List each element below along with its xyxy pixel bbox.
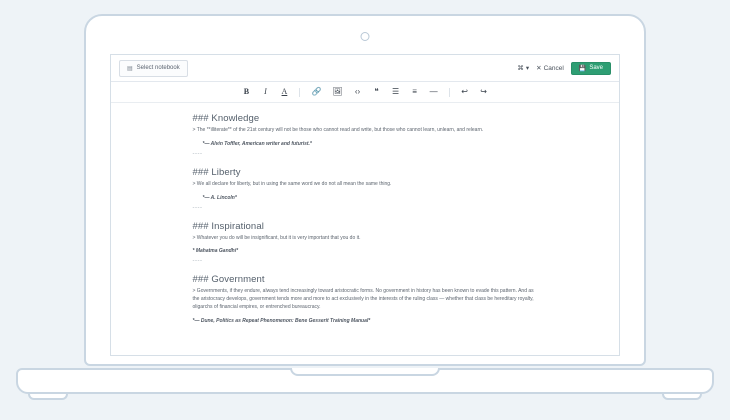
- save-icon: 💾: [578, 65, 587, 72]
- blockquote-text: > Governments, if they endure, always tend increasingly toward aristocratic forms. No government in history has been known to evade this pattern. And as the aristocracy develops, government tends more and more to act exclusively in the interests of the ruling class — whether that class be hereditary royalty, oligarchs of financial empires, or entrenched bureaucracy.: [192, 288, 534, 310]
- horizontal-rule: ----: [192, 150, 203, 157]
- laptop-screen: [110, 54, 620, 356]
- laptop-foot-right: [662, 394, 702, 400]
- blockquote-text: > We all declare for liberty, but in using the same word we do not all mean the same thing.: [192, 180, 392, 187]
- toolbar-divider: [299, 88, 300, 97]
- attribution-text: *— Dune, Politics as Repeat Phenomenon: Bene Gesserit Training Manual*: [192, 317, 371, 324]
- underline-button[interactable]: A: [281, 87, 288, 96]
- close-icon: ✕: [536, 65, 542, 72]
- blockquote-text: > The **illiterate** of the 21st century will not be those who cannot read and write, but those who cannot learn, unlearn, and relearn.: [192, 127, 484, 133]
- save-button[interactable]: [571, 62, 611, 75]
- numbered-list-icon[interactable]: ≡: [412, 87, 417, 96]
- italic-button[interactable]: I: [264, 87, 267, 96]
- laptop-base: [16, 368, 714, 394]
- notebook-selector[interactable]: [119, 60, 188, 77]
- cancel-button[interactable]: [536, 64, 564, 72]
- horizontal-rule: ----: [192, 204, 203, 211]
- trackpad-notch: [290, 368, 440, 376]
- webcam-icon: [361, 32, 370, 41]
- code-icon[interactable]: ‹›: [354, 87, 361, 96]
- note-block: [193, 113, 538, 157]
- horizontal-rule-icon[interactable]: —: [429, 87, 438, 96]
- section-heading: ### Government: [192, 274, 265, 286]
- book-icon: ▤: [127, 65, 133, 72]
- link-icon[interactable]: 🔗: [311, 87, 322, 96]
- laptop-foot-left: [28, 394, 68, 400]
- note-block: [193, 221, 538, 265]
- toolbar-divider: [449, 88, 450, 97]
- cancel-button-label: Cancel: [543, 64, 564, 72]
- quote-icon[interactable]: ❝: [374, 87, 379, 96]
- notebook-selector-label: Select notebook: [136, 65, 180, 71]
- laptop-lid: [84, 14, 646, 366]
- section-heading: ### Knowledge: [192, 113, 260, 124]
- bold-button[interactable]: B: [243, 87, 250, 96]
- section-heading: ### Inspirational: [192, 220, 264, 232]
- image-icon[interactable]: 🖼: [332, 87, 343, 96]
- bulleted-list-icon[interactable]: ☰: [391, 87, 400, 96]
- attribution-text: * Mahatma Gandhi*: [192, 248, 239, 255]
- horizontal-rule: ----: [192, 258, 203, 265]
- undo-icon[interactable]: ↩: [461, 87, 468, 96]
- markdown-editor[interactable]: [111, 103, 619, 356]
- editor-toolbar: [111, 55, 619, 82]
- document-body: [193, 113, 538, 324]
- blockquote-text: > Whatever you do will be insignificant, but it is very important that you do it.: [192, 234, 361, 241]
- shortcut-menu-button[interactable]: [517, 64, 529, 72]
- attribution-text: *— A. Lincoln*: [202, 194, 237, 201]
- command-icon: ⌘: [517, 65, 524, 72]
- note-block: [193, 167, 538, 211]
- toolbar-actions: [517, 62, 611, 75]
- chevron-down-icon: ▾: [525, 65, 530, 72]
- redo-icon[interactable]: ↪: [480, 87, 487, 96]
- format-toolbar: [111, 82, 619, 103]
- save-button-label: Save: [589, 65, 603, 71]
- attribution-text: *— Alvin Toffler, American writer and futurist.*: [202, 140, 312, 147]
- section-heading: ### Liberty: [192, 166, 241, 178]
- note-block: [193, 274, 538, 323]
